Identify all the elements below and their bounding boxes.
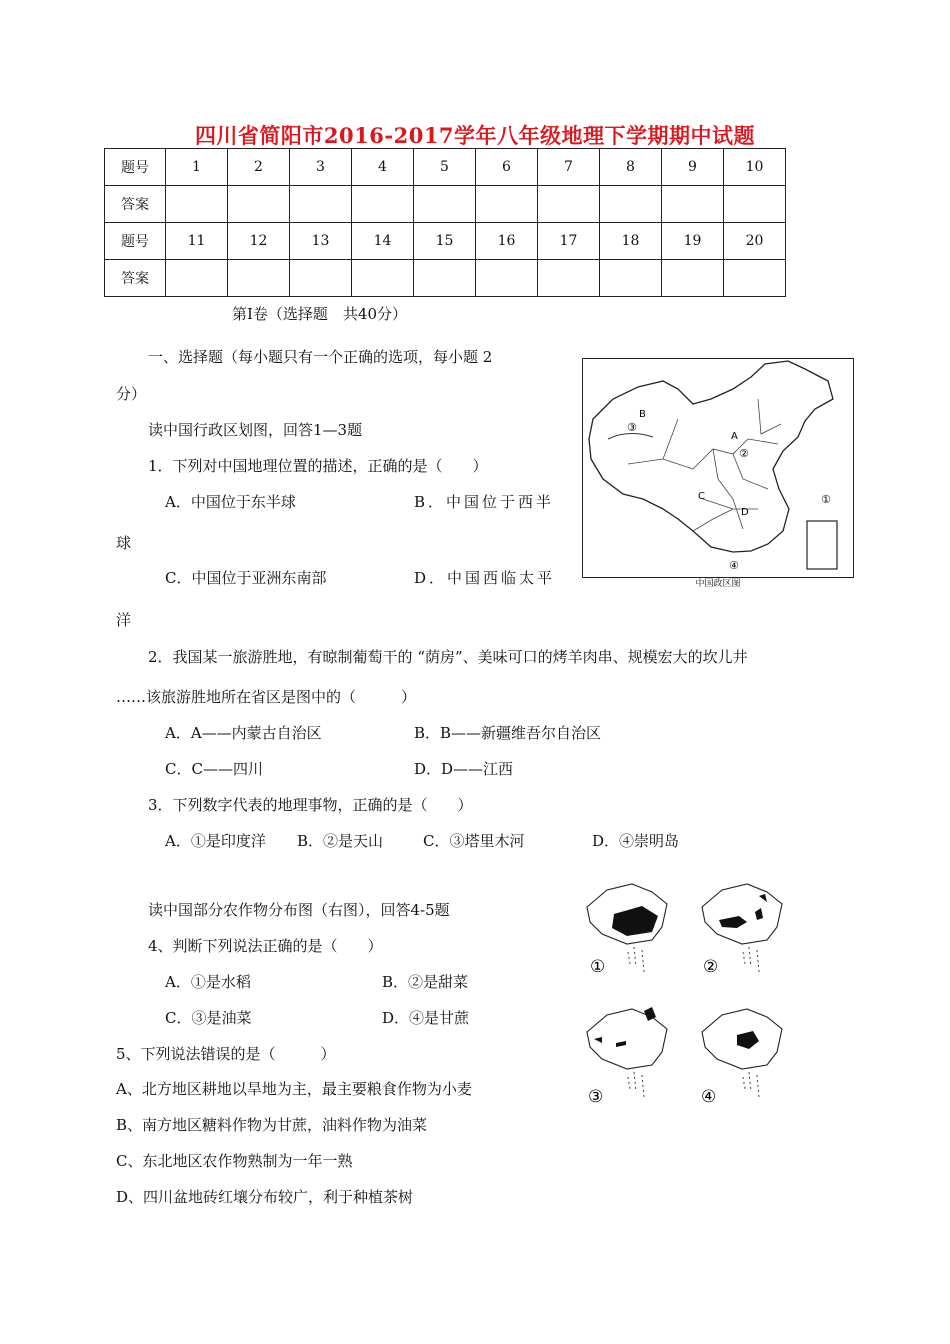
- number-cell: 5: [414, 149, 476, 186]
- q1-option-d: D．中国西临太平: [414, 569, 556, 587]
- answer-cell[interactable]: [600, 186, 662, 223]
- answer-cell[interactable]: [228, 260, 290, 297]
- answer-cell[interactable]: [538, 260, 600, 297]
- q1-option-c: C．中国位于亚洲东南部: [165, 569, 327, 587]
- q5-option-b: B、南方地区糖料作物为甘蔗，油料作物为油菜: [116, 1116, 428, 1134]
- province-borders: [628, 399, 781, 531]
- table-header-cell: 题号: [105, 149, 166, 186]
- table-row: [105, 260, 786, 297]
- label-2: ②: [739, 447, 749, 460]
- q4-option-c: C．③是油菜: [165, 1009, 252, 1027]
- map-caption: 中国政区图: [695, 579, 741, 589]
- part1-heading-cont: 分）: [116, 385, 147, 403]
- label-d: D: [741, 507, 749, 518]
- q5-option-d: D、四川盆地砖红壤分布较广，利于种植茶树: [116, 1188, 414, 1206]
- q5-stem: 5、下列说法错误的是（ ）: [116, 1045, 336, 1063]
- river-line: [608, 433, 653, 439]
- label-a: A: [731, 431, 738, 442]
- crop-distribution-maps: [572, 872, 797, 1112]
- answer-cell[interactable]: [352, 186, 414, 223]
- answer-cell[interactable]: [166, 186, 228, 223]
- answer-cell[interactable]: [414, 186, 476, 223]
- china-outline: [589, 361, 833, 552]
- number-cell: 18: [600, 223, 662, 260]
- q1-option-b-cont: 球: [116, 534, 132, 552]
- number-cell: 16: [476, 223, 538, 260]
- answer-cell[interactable]: [476, 186, 538, 223]
- answer-cell[interactable]: [724, 186, 786, 223]
- label-1: ①: [821, 493, 831, 506]
- table-header-cell: 答案: [105, 186, 166, 223]
- china-admin-map-svg: [583, 359, 853, 577]
- page-title: 四川省简阳市2016-2017学年八年级地理下学期期中试题: [194, 123, 756, 148]
- number-cell: 9: [662, 149, 724, 186]
- label-b: B: [639, 409, 646, 420]
- answer-table: [104, 148, 786, 297]
- label-c: C: [698, 491, 705, 502]
- crop-label-1: ①: [590, 957, 606, 977]
- south-sea-inset: [807, 521, 837, 569]
- china-admin-map: [582, 358, 854, 578]
- table-row: [105, 149, 786, 186]
- answer-cell[interactable]: [476, 260, 538, 297]
- q5-option-c: C、东北地区农作物熟制为一年一熟: [116, 1152, 353, 1170]
- q2-option-b: B．B——新疆维吾尔自治区: [414, 724, 602, 742]
- q5-option-a: A、北方地区耕地以旱地为主，最主要粮食作物为小麦: [116, 1080, 472, 1098]
- q2-stem: 2．我国某一旅游胜地，有晾制葡萄干的 “荫房”、美味可口的烤羊肉串、规模宏大的坎儿井: [148, 648, 748, 666]
- q4-option-a: A．①是水稻: [165, 973, 251, 991]
- q4-option-d: D．④是甘蔗: [382, 1009, 470, 1027]
- crop-label-3: ③: [588, 1087, 604, 1107]
- number-cell: 4: [352, 149, 414, 186]
- table-row: [105, 223, 786, 260]
- number-cell: 15: [414, 223, 476, 260]
- q3-option-c: C．③塔里木河: [423, 832, 525, 850]
- answer-cell[interactable]: [662, 260, 724, 297]
- number-cell: 3: [290, 149, 352, 186]
- number-cell: 14: [352, 223, 414, 260]
- part1-intro: 读中国行政区划图，回答1—3题: [148, 421, 363, 439]
- q2-option-d: D．D——江西: [414, 760, 514, 778]
- q1-option-b: B．中国位于西半: [414, 493, 555, 511]
- q4-stem: 4、判断下列说法正确的是（ ）: [148, 937, 383, 955]
- number-cell: 12: [228, 223, 290, 260]
- crop-map-4: [701, 1009, 782, 1107]
- crop-label-4: ④: [701, 1087, 717, 1107]
- table-header-cell: 答案: [105, 260, 166, 297]
- answer-cell[interactable]: [352, 260, 414, 297]
- label-4: ④: [729, 559, 739, 572]
- q2-option-c: C．C——四川: [165, 760, 263, 778]
- answer-cell[interactable]: [166, 260, 228, 297]
- part2-intro: 读中国部分农作物分布图（右图），回答4-5题: [148, 901, 450, 919]
- answer-cell[interactable]: [290, 260, 352, 297]
- number-cell: 11: [166, 223, 228, 260]
- crop-map-2: [702, 884, 782, 977]
- answer-cell[interactable]: [724, 260, 786, 297]
- q3-option-d: D．④崇明岛: [592, 832, 680, 850]
- part1-heading: 一、选择题（每小题只有一个正确的选项，每小题 2: [148, 348, 493, 366]
- q2-stem-cont: ……该旅游胜地所在省区是图中的（ ）: [116, 688, 417, 706]
- q3-option-b: B．②是天山: [297, 832, 384, 850]
- q3-stem: 3．下列数字代表的地理事物，正确的是（ ）: [148, 796, 473, 814]
- q4-option-b: B．②是甜菜: [382, 973, 469, 991]
- number-cell: 1: [166, 149, 228, 186]
- number-cell: 2: [228, 149, 290, 186]
- answer-cell[interactable]: [538, 186, 600, 223]
- q1-stem: 1．下列对中国地理位置的描述，正确的是（ ）: [148, 457, 488, 475]
- answer-cell[interactable]: [662, 186, 724, 223]
- number-cell: 8: [600, 149, 662, 186]
- number-cell: 20: [724, 223, 786, 260]
- number-cell: 6: [476, 149, 538, 186]
- answer-cell[interactable]: [228, 186, 290, 223]
- q1-option-d-cont: 洋: [116, 611, 132, 629]
- answer-cell[interactable]: [290, 186, 352, 223]
- crop-map-3: [587, 1007, 667, 1107]
- crop-map-1: [587, 884, 667, 977]
- q3-option-a: A．①是印度洋: [165, 832, 266, 850]
- crop-label-2: ②: [703, 957, 719, 977]
- label-3: ③: [627, 421, 637, 434]
- number-cell: 13: [290, 223, 352, 260]
- crop-distribution-svg: [572, 872, 797, 1112]
- q2-option-a: A．A——内蒙古自治区: [165, 724, 322, 742]
- section-title: 第Ⅰ卷（选择题 共40分）: [232, 305, 408, 323]
- number-cell: 19: [662, 223, 724, 260]
- answer-cell[interactable]: [600, 260, 662, 297]
- number-cell: 17: [538, 223, 600, 260]
- number-cell: 7: [538, 149, 600, 186]
- q1-option-a: A．中国位于东半球: [165, 493, 296, 511]
- answer-cell[interactable]: [414, 260, 476, 297]
- table-row: [105, 186, 786, 223]
- table-header-cell: 题号: [105, 223, 166, 260]
- number-cell: 10: [724, 149, 786, 186]
